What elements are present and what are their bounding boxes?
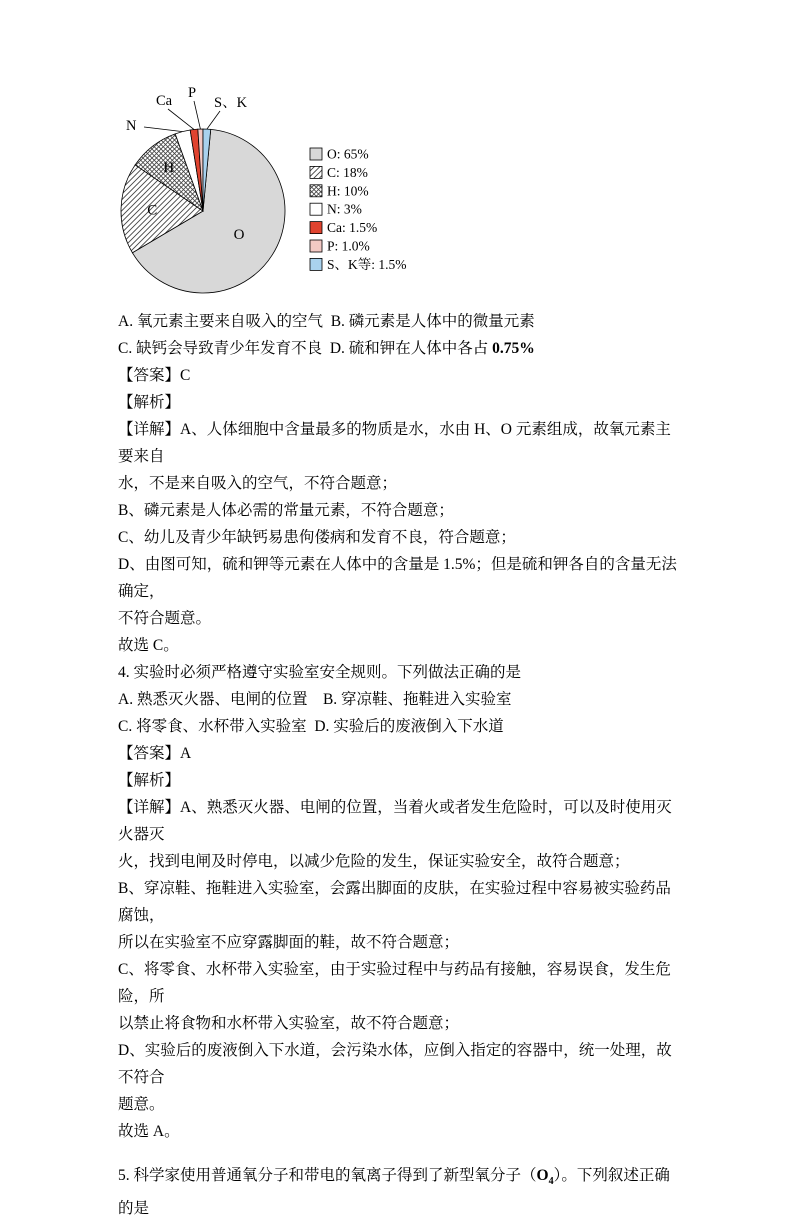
body-text: 不符合题意。 — [118, 610, 212, 627]
pie-chart-svg — [98, 86, 428, 301]
element-composition-pie-chart — [98, 86, 428, 306]
text-line — [118, 767, 684, 794]
body-text: 【答案】C — [118, 367, 191, 384]
pie-callout-label-N: N — [126, 118, 137, 134]
text-line — [118, 956, 684, 1010]
text-line — [118, 686, 684, 713]
body-text: B、穿凉鞋、拖鞋进入实验室，会露出脚面的皮肤，在实验过程中容易被实验药品腐蚀， — [118, 880, 671, 924]
body-text: 4. 实验时必须严格遵守实验室安全规则。下列做法正确的是 — [118, 664, 522, 681]
text-line — [118, 659, 684, 686]
pie-callout-label-Ca: Ca — [156, 93, 173, 109]
text-line — [118, 551, 684, 605]
body-text: 5. 科学家使用普通氧分子和带电的氧离子得到了新型氧分子（ — [118, 1167, 537, 1184]
emphasis-text: O — [536, 1167, 549, 1184]
body-text: C、幼儿及青少年缺钙易患佝偻病和发育不良，符合题意； — [118, 529, 516, 546]
text-line — [118, 875, 684, 929]
text-line — [118, 1091, 684, 1118]
body-text: C、将零食、水杯带入实验室，由于实验过程中与药品有接触，容易误食，发生危险，所 — [118, 961, 671, 1005]
body-text: D、实验后的废液倒入下水道，会污染水体，应倒入指定的容器中，统一处理，故不符合 — [118, 1042, 672, 1086]
body-text: C. 将零食、水杯带入实验室 D. 实验后的废液倒入下水道 — [118, 718, 504, 735]
legend-swatch-P — [310, 240, 322, 252]
body-text: ）。下列叙述正确的是 — [118, 1167, 670, 1218]
pie-callout-label-P: P — [188, 86, 197, 101]
emphasis-text: 4 — [548, 1176, 554, 1188]
body-text: C. 缺钙会导致青少年发育不良 D. 硫和钾在人体中各占 — [118, 340, 493, 357]
text-line — [118, 335, 684, 362]
text-line — [118, 1037, 684, 1091]
body-text: A. 氧元素主要来自吸入的空气 B. 磷元素是人体中的微量元素 — [118, 313, 535, 330]
pie-callout-line-P — [194, 101, 200, 129]
pie-callout-line-S、K等 — [207, 111, 220, 129]
legend-label-S、K等: S、K等: 1.5% — [327, 256, 407, 272]
body-text: 【答案】A — [118, 745, 192, 762]
document-body — [118, 308, 684, 1222]
text-line — [118, 605, 684, 632]
legend-label-C: C: 18% — [327, 164, 368, 180]
legend-label-Ca: Ca: 1.5% — [327, 220, 378, 236]
body-text: 故选 A。 — [118, 1123, 180, 1140]
text-line — [118, 740, 684, 767]
text-line — [118, 497, 684, 524]
text-line — [118, 524, 684, 551]
body-text: 【解析】 — [118, 394, 181, 411]
text-line — [118, 416, 684, 470]
legend-label-O: O: 65% — [327, 146, 369, 162]
body-text: B、磷元素是人体必需的常量元素，不符合题意； — [118, 502, 454, 519]
body-text: 以禁止将食物和水杯带入实验室，故不符合题意； — [118, 1015, 460, 1032]
text-line — [118, 713, 684, 740]
body-text: 水，不是来自吸入的空气，不符合题意； — [118, 475, 398, 492]
text-line — [118, 632, 684, 659]
body-text: 【解析】 — [118, 772, 181, 789]
pie-inner-label-C: C — [147, 202, 158, 219]
legend-swatch-S、K等 — [310, 258, 322, 270]
pie-callout-label-S、K等: S、K — [214, 95, 248, 111]
emphasis-text: 0.75% — [492, 340, 535, 357]
pie-callout-line-Ca — [168, 109, 194, 130]
body-text: 所以在实验室不应穿露脚面的鞋，故不符合题意； — [118, 934, 460, 951]
pie-callout-line-N — [144, 127, 183, 132]
text-line — [118, 1162, 684, 1222]
body-text: 题意。 — [118, 1096, 165, 1113]
body-text: A. 熟悉灭火器、电闸的位置 B. 穿凉鞋、拖鞋进入实验室 — [118, 691, 512, 708]
pie-inner-label-H: H — [163, 159, 175, 176]
body-text: 【详解】A、熟悉灭火器、电闸的位置，当着火或者发生危险时，可以及时使用灭火器灭 — [118, 799, 672, 843]
text-line — [118, 794, 684, 848]
text-line — [118, 929, 684, 956]
text-line — [118, 1118, 684, 1145]
legend-swatch-H — [310, 185, 322, 197]
text-line — [118, 470, 684, 497]
pie-inner-label-O: O — [233, 226, 245, 243]
legend-label-H: H: 10% — [327, 183, 369, 199]
body-text: D、由图可知，硫和钾等元素在人体中的含量是 1.5%；但是硫和钾各自的含量无法确定， — [118, 556, 677, 600]
legend-swatch-N — [310, 203, 322, 215]
legend-swatch-O — [310, 148, 322, 160]
body-text: 火，找到电闸及时停电，以减少危险的发生，保证实验安全，故符合题意； — [118, 853, 630, 870]
body-text: 故选 C。 — [118, 637, 179, 654]
body-text: 【详解】A、人体细胞中含量最多的物质是水，水由 H、O 元素组成，故氧元素主要来自 — [118, 421, 671, 465]
legend-label-P: P: 1.0% — [327, 238, 370, 254]
text-line — [118, 848, 684, 875]
legend-label-N: N: 3% — [327, 201, 362, 217]
legend-swatch-C — [310, 166, 322, 178]
text-line — [118, 1010, 684, 1037]
text-line — [118, 362, 684, 389]
text-line — [118, 389, 684, 416]
legend-swatch-Ca — [310, 222, 322, 234]
text-line — [118, 308, 684, 335]
